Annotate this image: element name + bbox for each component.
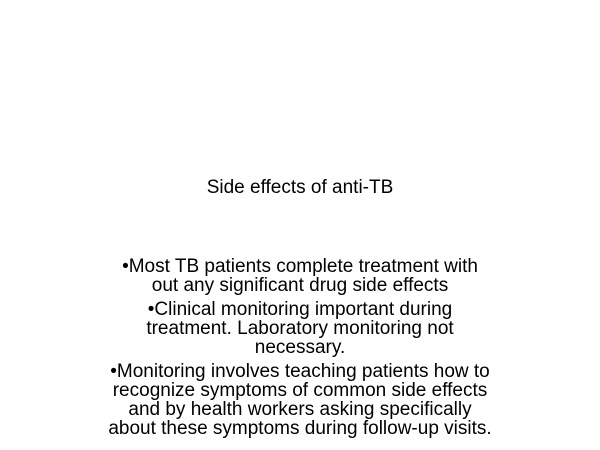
bullet-item [90, 257, 510, 295]
bullet-line: necessary. [254, 337, 346, 358]
bullet-item [90, 300, 510, 357]
bullet-line: about these symptoms during follow-up visits. [108, 418, 492, 439]
bullet-line: and by health workers asking specifically [128, 399, 472, 420]
bullet-line: •Monitoring involves teaching patients how to [110, 361, 490, 382]
bullet-line: •Clinical monitoring important during [147, 299, 453, 320]
bullet-line: recognize symptoms of common side effects [112, 380, 488, 401]
bullet-list [90, 257, 510, 443]
bullet-line: out any significant drug side effects [151, 275, 449, 296]
bullet-line: treatment. Laboratory monitoring not [146, 318, 454, 339]
bullet-item [90, 362, 510, 438]
bullet-line: •Most TB patients complete treatment with [122, 256, 478, 277]
slide-title: Side effects of anti-TB [206, 177, 394, 198]
